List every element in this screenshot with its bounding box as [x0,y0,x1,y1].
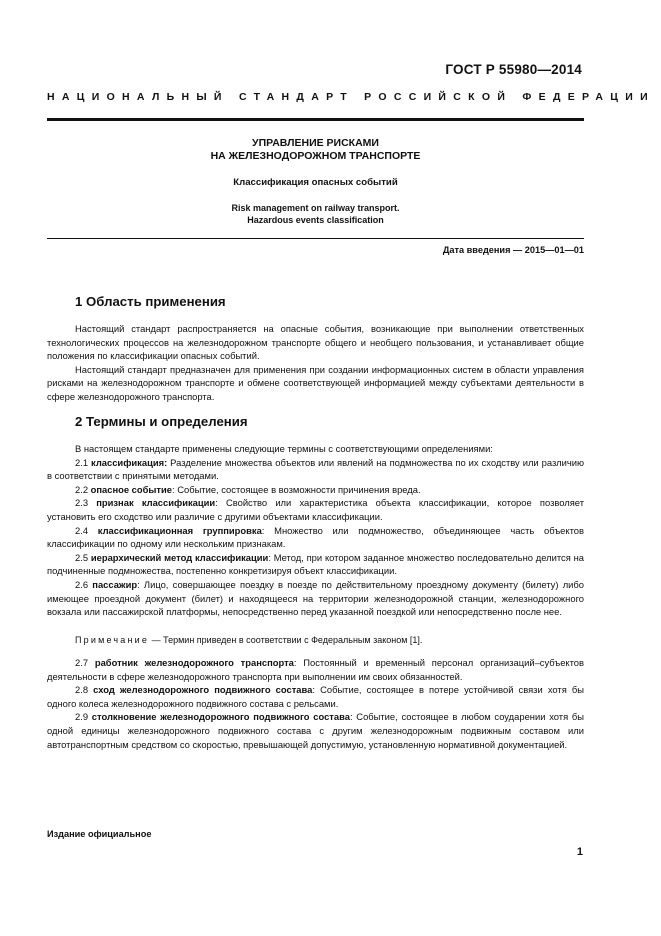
section-1-paragraph-1: Настоящий стандарт распространяется на опасные события, возникающие при выполнении ответственных технологических процессов на железнодорожном транспорте общего и необщего пользования, и устанавливает общие положения по классификации опасных событий. [47,323,584,362]
term-2-4-name: классификационная группировка [97,524,262,536]
page-number: 1 [576,846,583,858]
term-2-6-name: пассажир [92,578,138,590]
official-edition-label: Издание официальное [47,829,152,839]
english-title [47,202,584,226]
term-2-5-name: иерархический метод классификации [90,551,269,563]
term-2-7: 2.7 работник железнодорожного транспорта: Постоянный и временный персонал организаций–субъектов деятельности в сфере железнодорожного транспорта при выполнении им своих обязанностей. [47,657,585,682]
title-line-1: УПРАВЛЕНИЕ РИСКАМИ [252,137,379,149]
section-1-heading: 1 Область применения [75,294,226,309]
term-2-6: 2.6 пассажир: Лицо, совершающее поездку в поезде по действительному проездному документу (билету) либо имеющее проездной документ (билет) и находящееся на территории железнодорожной станции, железнодорожного вокзала или пассажирской платформы, непосредственно перед указанной поездкой или непосредственно после нее. [47,578,584,618]
term-2-2-name: опасное событие [90,483,172,495]
term-2-1: 2.1 классификация: Разделение множества объектов или явлений на подмножества по их сходству или различию в соответствии с принятыми методами. [47,456,584,482]
introduction-date: Дата введения — 2015—01—01 [442,245,584,255]
english-title-line-2: Hazardous events classification [247,215,384,225]
section-2-intro: В настоящем стандарте применены следующие термины с соответствующими определениями: [75,443,493,454]
term-2-4: 2.4 классификационная группировка: Множество или подмножество, объединяющее часть объектов классификации по одному или нескольким признакам. [47,524,584,550]
term-2-8-name: сход железнодорожного подвижного состава [93,684,313,696]
section-1-paragraph-2: Настоящий стандарт предназначен для применения при создании информационных систем в области управления рисками на железнодорожном транспорте и обмене соответствующей информацией между субъектами деятельности в сфере железнодорожного транспорта. [47,363,584,402]
term-2-3-name: признак классификации [96,497,216,509]
section-2-body [47,442,584,619]
term-2-3: 2.3 признак классификации: Свойство или характеристика объекта классификации, которое позволяет установить его сходство или различие с другими объектами классификации. [47,497,584,522]
note-label: Примечание [75,635,150,645]
section-2-heading: 2 Термины и определения [75,414,248,429]
term-2-5: 2.5 иерархический метод классификации: Метод, при котором заданное множество последовательно делится на подчиненные подмножества, постепенно конкретизируя объект классификации. [47,551,584,577]
term-2-1-name: классификация: [91,456,168,468]
title-divider [47,238,584,239]
document-title [47,137,584,163]
header-divider [47,118,584,121]
term-2-8: 2.8 сход железнодорожного подвижного состава: Событие, состоящее в потере устойчивой связи хотя бы одного колеса железнодорожного подвижного состава с рельсами. [47,684,585,709]
note-text: — Термин приведен в соответствии с Федеральным законом [1]. [149,635,423,645]
term-2-9-name: столкновение железнодорожного подвижного состава [91,711,350,723]
english-title-line-1: Risk management on railway transport. [231,203,400,213]
section-1-body [47,322,584,404]
term-2-2: 2.2 опасное событие: Событие, состоящее в возможности причинения вреда. [75,483,421,495]
note [75,635,422,645]
term-2-9: 2.9 столкновение железнодорожного подвижного состава: Событие, состоящее в любом соударении хотя бы одной единицы железнодорожного подвижного состава с другим железнодорожным подвижным составом или автотранспортным средством со скоростью, превышающей допустимую, установленную нормативной документацией. [47,711,584,750]
section-2-body-continued [47,656,584,751]
document-code: ГОСТ Р 55980—2014 [445,62,582,77]
document-subtitle: Классификация опасных событий [233,177,398,188]
term-2-7-name: работник железнодорожного транспорта [94,657,294,668]
title-line-2: НА ЖЕЛЕЗНОДОРОЖНОМ ТРАНСПОРТЕ [210,150,421,162]
national-standard-banner: НАЦИОНАЛЬНЫЙ СТАНДАРТ РОССИЙСКОЙ ФЕДЕРАЦИИ [47,91,655,103]
